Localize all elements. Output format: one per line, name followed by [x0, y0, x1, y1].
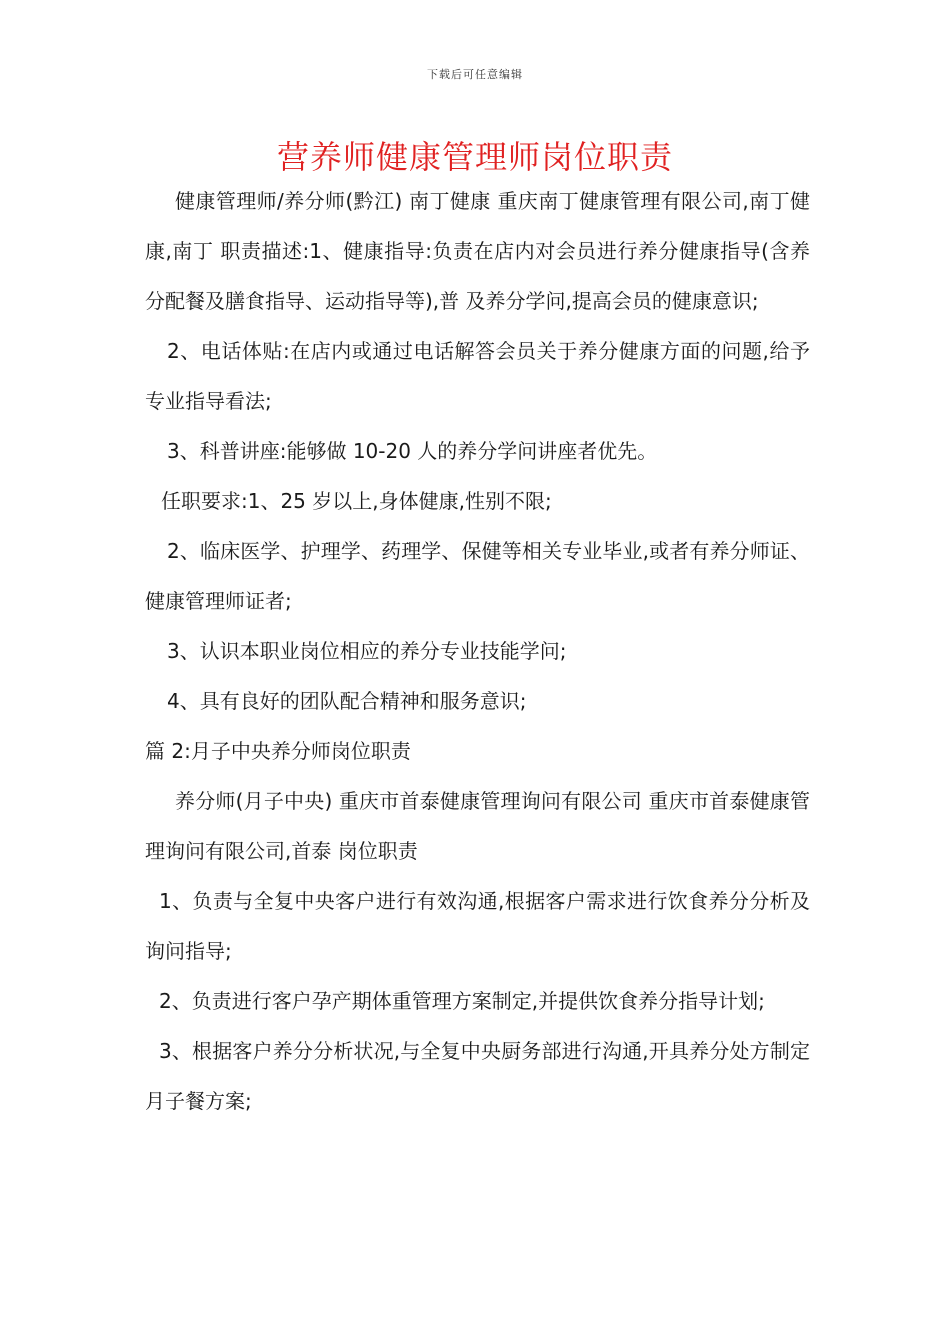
paragraph-part-2-intro: 养分师(月子中央) 重庆市首泰健康管理询问有限公司 重庆市首泰健康管理询问有限公司,首泰 岗位职责 — [145, 789, 810, 863]
paragraph-intro: 健康管理师/养分师(黔江) 南丁健康 重庆南丁健康管理有限公司,南丁健康,南丁 职责描述:1、健康指导:负责在店内对会员进行养分健康指导(含养分配餐及膳食指导、运动指导等),普 及养分学问,提高会员的健康意识; — [145, 189, 810, 313]
paragraph-requirement-3: 3、认识本职业岗位相应的养分专业技能学问; — [167, 639, 567, 663]
paragraph-requirement-2: 2、临床医学、护理学、药理学、保健等相关专业毕业,或者有养分师证、健康管理师证者; — [145, 539, 810, 613]
section-heading-part-2: 篇 2:月子中央养分师岗位职责 — [145, 739, 411, 763]
paragraph-part-2-duty-2: 2、负责进行客户孕产期体重管理方案制定,并提供饮食养分指导计划; — [159, 989, 765, 1013]
paragraph-requirement-4: 4、具有良好的团队配合精神和服务意识; — [167, 689, 527, 713]
paragraph-part-2-duty-3: 3、根据客户养分分析状况,与全复中央厨务部进行沟通,开具养分处方制定月子餐方案; — [145, 1039, 810, 1113]
paragraph-duty-3: 3、科普讲座:能够做 10-20 人的养分学问讲座者优先。 — [167, 439, 658, 463]
paragraph-duty-2: 2、电话体贴:在店内或通过电话解答会员关于养分健康方面的问题,给予专业指导看法; — [145, 339, 810, 413]
document-body — [145, 176, 810, 1126]
paragraph-part-2-duty-1: 1、负责与全复中央客户进行有效沟通,根据客户需求进行饮食养分分析及询问指导; — [145, 889, 810, 963]
paragraph-requirements: 任职要求:1、25 岁以上,身体健康,性别不限; — [161, 489, 552, 513]
document-title: 营养师健康管理师岗位职责 — [276, 138, 673, 176]
header-note: 下载后可任意编辑 — [427, 68, 523, 81]
